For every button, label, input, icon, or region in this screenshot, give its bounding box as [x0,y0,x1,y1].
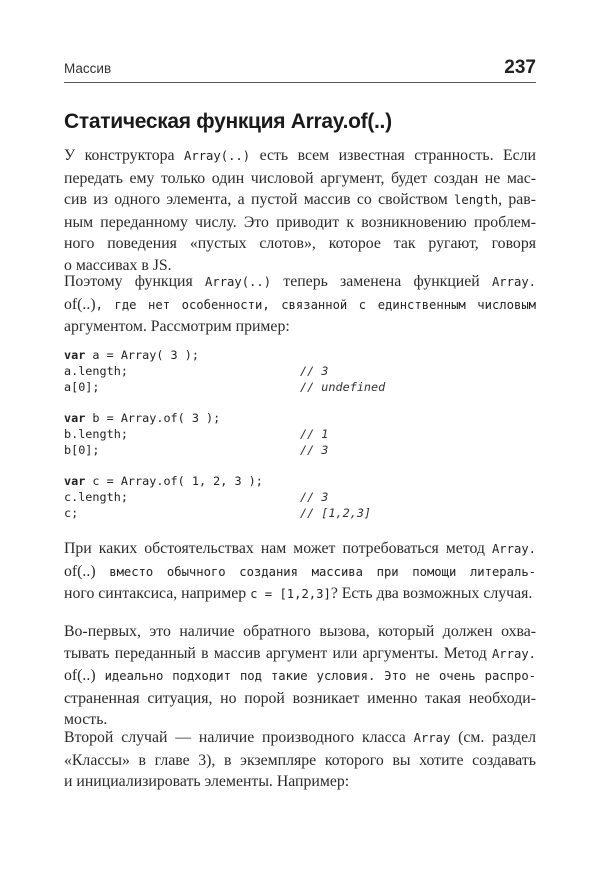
text-line [64,727,536,750]
text-run: of(..) [64,295,96,313]
text-run: При каких обстоятельствах нам может потребоваться метод [64,540,492,557]
text-run: ным переданному числу. Это приводит к возникновению проблем- [64,213,536,231]
inline-code: length [454,193,499,207]
running-title: Массив [64,61,112,76]
code-line [64,474,536,490]
code-comment: // undefined [300,379,386,394]
text-line [64,538,536,561]
code-line [64,411,536,427]
text-line [64,316,536,338]
text-line [64,643,536,666]
text-line [64,621,536,643]
text-run: страненная ситуация, но порой возникает именно такая необходи- [64,689,536,707]
page-header [64,52,536,83]
code-blank-line [64,459,536,475]
code-statement [64,380,100,396]
code-keyword: var [64,411,86,426]
code-comment: // 1 [300,426,329,441]
code-text: c = Array.of( 1, 2, 3 ); [85,474,263,489]
text-run: ? Есть два возможных случая. [330,585,533,602]
text-run: ного синтаксиса, например [64,585,251,602]
paragraph-1 [64,145,536,276]
code-comment: // 3 [300,363,329,378]
code-line [64,348,536,364]
code-text: a[0]; [64,379,100,394]
code-line [64,427,536,443]
code-statement [64,443,100,459]
text-run: о массивах в JS. [64,256,172,274]
inline-code: Array(..) [184,149,251,163]
inline-code: Array. [491,275,536,289]
text-run: и инициализировать элементы. Например: [64,773,350,790]
code-comment: // 3 [300,490,329,505]
code-listing [64,348,536,522]
code-text: a.length; [64,363,128,378]
inline-code: Array [413,731,451,745]
code-statement [64,348,199,364]
inline-code: Array(..) [205,275,272,289]
text-run: теперь заменена функцией [271,273,492,290]
code-line [64,490,536,506]
text-run: мость. [64,711,108,728]
text-run: передать ему только один числовой аргумент, будет создан не мас- [64,169,536,187]
code-comment: // 3 [300,442,329,457]
text-run: ного поведения «пустых слотов», которое так ругают, говоря [64,235,536,252]
section-title: Статическая функция Array.of(..) [64,110,392,133]
text-line [64,750,536,772]
inline-code: c = [1,2,3] [250,587,331,601]
code-blank-line [64,395,536,411]
text-run: Поэтому функция [64,273,206,290]
text-line [64,583,536,606]
text-run: есть всем известная странность. Если [250,147,536,164]
code-keyword: var [64,474,86,489]
inline-code: вместо обычного создания массива при помощи литераль- [95,564,536,579]
text-line [64,665,536,688]
paragraph-4 [64,621,536,731]
inline-code: идеально подходит под такие условия. Это не очень распро- [95,669,536,683]
paragraph-3 [64,538,536,606]
paragraph-5 [64,727,536,793]
text-run: Во-первых, это наличие обратного вызова, который должен охва- [64,623,536,640]
inline-code: , где нет особенности, связанной с единственным числовым [95,297,536,312]
text-run: тывать переданный в массив аргумент или аргументы. Метод [64,644,492,662]
code-keyword: var [64,348,86,362]
text-line [64,771,536,793]
code-text: c; [64,505,79,520]
inline-code: Array. [491,646,536,661]
text-line [64,145,536,168]
paragraph-2 [64,271,536,338]
text-line [64,294,536,317]
text-run: Второй случай — наличие производного класса [64,729,414,746]
text-run: «Классы» в главе 3), в экземпляре которого вы хотите создавать [64,751,536,769]
text-run: , рав- [498,191,536,208]
text-run: аргументом. Рассмотрим пример: [64,318,290,335]
code-statement [64,411,220,427]
text-line [64,561,536,584]
text-line [64,271,536,294]
text-line [64,168,536,190]
code-line [64,443,536,459]
text-line [64,212,536,234]
code-text: b.length; [64,426,128,441]
code-comment: // [1,2,3] [300,505,372,520]
code-statement [64,506,78,522]
text-line [64,189,536,212]
code-text: c.length; [64,490,128,505]
code-line [64,506,536,522]
text-line [64,688,536,710]
page-number: 237 [504,57,536,78]
code-statement [64,474,263,490]
text-run: У конструктора [64,147,185,164]
text-run: сив из одного элемента, а пустой массив со свойством [64,191,455,208]
code-line [64,364,536,380]
text-run: of(..) [64,562,96,580]
code-text: b = Array.of( 3 ); [85,411,221,426]
text-run: of(..) [64,667,96,684]
code-line [64,380,536,396]
text-line [64,233,536,255]
code-statement [64,490,128,506]
text-run: (см. раздел [450,729,536,746]
code-statement [64,364,128,380]
code-text: b[0]; [64,442,100,457]
inline-code: Array. [491,542,536,556]
code-statement [64,427,128,443]
code-text: a = Array( 3 ); [85,348,199,362]
